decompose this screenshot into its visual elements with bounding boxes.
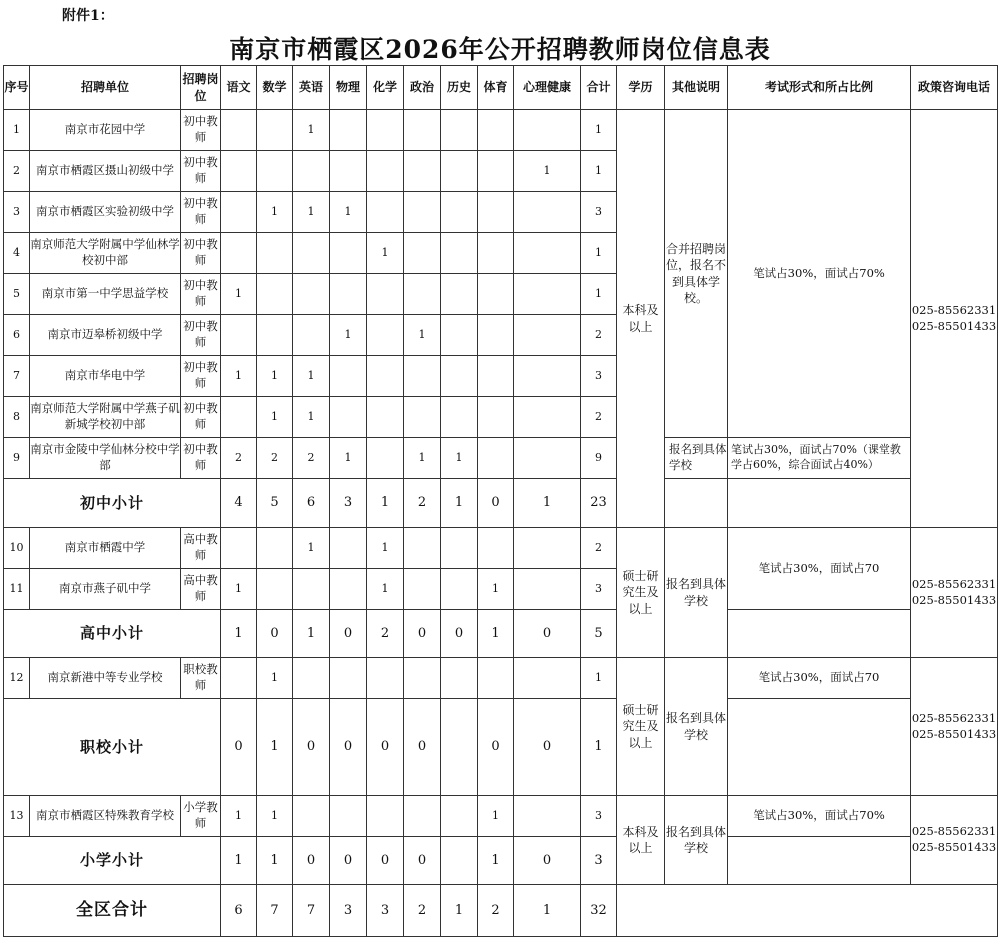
subtotal-chemistry: 1 [367,479,404,528]
phone-senior: 025-85562331 025-85501433 [911,528,998,658]
exam-senior: 笔试占30%，面试占70 [728,528,911,610]
header-post: 招聘岗位 [181,66,221,110]
post-name: 初中教师 [181,233,221,274]
post-name: 初中教师 [181,356,221,397]
count-chinese [221,151,257,192]
count-english [293,151,330,192]
post-name: 初中教师 [181,110,221,151]
subtotal-english: 6 [293,479,330,528]
count-chemistry [367,796,404,837]
header-chemistry: 化学 [367,66,404,110]
count-chemistry [367,192,404,233]
subtotal-psychology: 0 [514,699,581,796]
count-history [441,315,478,356]
count-physics: 1 [330,192,367,233]
count-psychology [514,569,581,610]
unit-name: 南京师范大学附属中学仙林学校初中部 [30,233,181,274]
row-number: 10 [4,528,30,569]
row-number: 8 [4,397,30,438]
count-history [441,569,478,610]
count-english: 2 [293,438,330,479]
row-number: 11 [4,569,30,610]
count-english: 1 [293,356,330,397]
note-junior-b: 报名到具体学校 [665,438,728,479]
count-physics [330,356,367,397]
page-title: 南京市栖霞区2026年公开招聘教师岗位信息表 [229,35,771,64]
count-math: 1 [257,658,293,699]
grand-total-math: 7 [257,885,293,937]
grand-total-history: 1 [441,885,478,937]
header-exam: 考试形式和所占比例 [728,66,911,110]
count-math [257,110,293,151]
subtotal-english: 0 [293,837,330,885]
count-physics [330,569,367,610]
count-pe: 1 [478,569,514,610]
count-physics: 1 [330,315,367,356]
count-history [441,192,478,233]
unit-name: 南京市金陵中学仙林分校中学部 [30,438,181,479]
count-total: 1 [581,233,617,274]
subtotal-chinese: 1 [221,610,257,658]
note-senior: 报名到具体学校 [665,528,728,658]
count-physics [330,233,367,274]
count-english: 1 [293,528,330,569]
subtotal-label: 小学小计 [4,837,221,885]
grand-total-chemistry: 3 [367,885,404,937]
unit-name: 南京市迈皋桥初级中学 [30,315,181,356]
subtotal-chemistry: 0 [367,699,404,796]
subtotal-pe: 0 [478,699,514,796]
subtotal-pe: 0 [478,479,514,528]
blank-cell [617,885,998,937]
subtotal-row [4,479,998,528]
count-chinese: 1 [221,569,257,610]
subtotal-physics: 3 [330,479,367,528]
row-number: 5 [4,274,30,315]
subtotal-politics: 0 [404,699,441,796]
count-psychology [514,658,581,699]
subtotal-pe: 1 [478,610,514,658]
count-politics: 1 [404,438,441,479]
education-junior: 本科及以上 [617,110,665,528]
grand-total-total: 32 [581,885,617,937]
header-physics: 物理 [330,66,367,110]
post-name: 初中教师 [181,151,221,192]
blank-cell [728,479,911,528]
count-english [293,274,330,315]
count-pe [478,151,514,192]
header-unit: 招聘单位 [30,66,181,110]
count-physics [330,110,367,151]
count-politics: 1 [404,315,441,356]
subtotal-label: 职校小计 [4,699,221,796]
count-chemistry [367,438,404,479]
count-history [441,356,478,397]
count-chinese: 1 [221,796,257,837]
subtotal-row [4,610,998,658]
subtotal-math: 0 [257,610,293,658]
count-history [441,274,478,315]
row-number: 9 [4,438,30,479]
unit-name: 南京新港中等专业学校 [30,658,181,699]
unit-name: 南京市栖霞区实验初级中学 [30,192,181,233]
count-physics: 1 [330,438,367,479]
count-math: 1 [257,397,293,438]
row-number: 6 [4,315,30,356]
count-pe [478,274,514,315]
count-chemistry [367,356,404,397]
attachment-label: 附件1： [62,8,114,24]
count-chinese [221,528,257,569]
education-primary: 本科及以上 [617,796,665,885]
subtotal-row [4,699,998,796]
subtotal-english: 1 [293,610,330,658]
count-math [257,151,293,192]
count-total: 9 [581,438,617,479]
exam-junior-b: 笔试占30%，面试占70%（课堂教学占60%，综合面试占40%） [728,438,911,479]
count-physics [330,151,367,192]
grand-total-row [4,885,998,937]
count-history [441,528,478,569]
count-psychology [514,192,581,233]
count-chemistry [367,274,404,315]
recruitment-table [3,65,998,937]
count-politics [404,192,441,233]
grand-total-chinese: 6 [221,885,257,937]
subtotal-label: 初中小计 [4,479,221,528]
table-row [4,528,998,569]
header-politics: 政治 [404,66,441,110]
subtotal-psychology: 0 [514,837,581,885]
table-row [4,438,998,479]
subtotal-label: 高中小计 [4,610,221,658]
header-total: 合计 [581,66,617,110]
count-physics [330,528,367,569]
education-vocational: 硕士研究生及以上 [617,658,665,796]
row-number: 1 [4,110,30,151]
count-english: 1 [293,110,330,151]
count-total: 1 [581,658,617,699]
table-row [4,796,998,837]
subtotal-history: 0 [441,610,478,658]
count-psychology [514,274,581,315]
header-pe: 体育 [478,66,514,110]
education-senior: 硕士研究生及以上 [617,528,665,658]
count-math: 1 [257,356,293,397]
count-politics [404,658,441,699]
count-chinese [221,658,257,699]
count-total: 2 [581,315,617,356]
count-psychology [514,356,581,397]
count-chemistry: 1 [367,233,404,274]
count-math: 2 [257,438,293,479]
grand-total-psychology: 1 [514,885,581,937]
count-math [257,315,293,356]
subtotal-chinese: 1 [221,837,257,885]
subtotal-math: 5 [257,479,293,528]
count-physics [330,658,367,699]
count-math: 1 [257,192,293,233]
count-chemistry [367,315,404,356]
subtotal-total: 3 [581,837,617,885]
count-physics [330,397,367,438]
count-english [293,315,330,356]
note-primary: 报名到具体学校 [665,796,728,885]
header-row [4,66,998,110]
count-chinese: 1 [221,356,257,397]
count-pe: 1 [478,796,514,837]
subtotal-psychology: 0 [514,610,581,658]
count-psychology [514,110,581,151]
count-history: 1 [441,438,478,479]
unit-name: 南京市栖霞区特殊教育学校 [30,796,181,837]
count-total: 3 [581,356,617,397]
subtotal-history: 1 [441,479,478,528]
count-psychology [514,315,581,356]
count-politics [404,569,441,610]
subtotal-psychology: 1 [514,479,581,528]
count-physics [330,796,367,837]
unit-name: 南京市栖霞区摄山初级中学 [30,151,181,192]
count-history [441,151,478,192]
count-history [441,110,478,151]
count-chinese [221,233,257,274]
subtotal-chinese: 4 [221,479,257,528]
count-history [441,796,478,837]
count-pe [478,356,514,397]
exam-vocational: 笔试占30%，面试占70 [728,658,911,699]
row-number: 4 [4,233,30,274]
subtotal-math: 1 [257,837,293,885]
exam-junior-a: 笔试占30%，面试占70% [728,110,911,438]
phone-junior: 025-85562331 025-85501433 [911,110,998,528]
subtotal-politics: 2 [404,479,441,528]
header-notes: 其他说明 [665,66,728,110]
header-psychology: 心理健康 [514,66,581,110]
note-vocational: 报名到具体学校 [665,658,728,796]
subtotal-math: 1 [257,699,293,796]
count-math [257,233,293,274]
note-junior-a: 合并招聘岗位，报名不到具体学校。 [665,110,728,438]
subtotal-chemistry: 2 [367,610,404,658]
grand-total-english: 7 [293,885,330,937]
unit-name: 南京市栖霞中学 [30,528,181,569]
count-math [257,528,293,569]
header-no: 序号 [4,66,30,110]
subtotal-physics: 0 [330,837,367,885]
count-math: 1 [257,796,293,837]
subtotal-row [4,837,998,885]
count-psychology [514,397,581,438]
subtotal-history [441,837,478,885]
count-pe [478,110,514,151]
count-politics [404,356,441,397]
row-number: 2 [4,151,30,192]
subtotal-english: 0 [293,699,330,796]
count-english [293,233,330,274]
count-total: 1 [581,274,617,315]
count-politics [404,528,441,569]
row-number: 3 [4,192,30,233]
post-name: 初中教师 [181,438,221,479]
count-chinese [221,110,257,151]
subtotal-politics: 0 [404,610,441,658]
count-psychology [514,438,581,479]
table-row [4,110,998,151]
grand-total-pe: 2 [478,885,514,937]
count-chemistry: 1 [367,528,404,569]
count-chemistry: 1 [367,569,404,610]
count-psychology [514,233,581,274]
count-psychology [514,796,581,837]
count-politics [404,796,441,837]
count-chinese [221,192,257,233]
count-history [441,658,478,699]
subtotal-pe: 1 [478,837,514,885]
count-chemistry [367,397,404,438]
blank-cell [665,479,728,528]
header-math: 数学 [257,66,293,110]
count-chinese [221,397,257,438]
count-english: 1 [293,397,330,438]
unit-name: 南京市第一中学思益学校 [30,274,181,315]
unit-name: 南京市燕子矶中学 [30,569,181,610]
post-name: 职校教师 [181,658,221,699]
post-name: 初中教师 [181,315,221,356]
count-pe [478,233,514,274]
row-number: 13 [4,796,30,837]
count-politics [404,151,441,192]
count-pe [478,528,514,569]
post-name: 小学教师 [181,796,221,837]
header-education: 学历 [617,66,665,110]
count-english [293,658,330,699]
count-psychology [514,528,581,569]
count-total: 1 [581,151,617,192]
count-politics [404,397,441,438]
count-chinese [221,315,257,356]
count-psychology: 1 [514,151,581,192]
count-politics [404,233,441,274]
count-english: 1 [293,192,330,233]
table-row [4,658,998,699]
count-pe [478,438,514,479]
count-pe [478,658,514,699]
blank-cell [728,837,911,885]
header-english: 英语 [293,66,330,110]
count-pe [478,397,514,438]
count-math [257,274,293,315]
post-name: 初中教师 [181,397,221,438]
count-math [257,569,293,610]
count-pe [478,192,514,233]
subtotal-chemistry: 0 [367,837,404,885]
phone-vocational: 025-85562331 025-85501433 [911,658,998,796]
count-total: 3 [581,192,617,233]
blank-cell [728,610,911,658]
count-total: 3 [581,796,617,837]
count-total: 2 [581,528,617,569]
row-number: 7 [4,356,30,397]
count-physics [330,274,367,315]
count-history [441,233,478,274]
subtotal-physics: 0 [330,699,367,796]
unit-name: 南京市华电中学 [30,356,181,397]
phone-primary: 025-85562331 025-85501433 [911,796,998,885]
count-politics [404,110,441,151]
count-english [293,796,330,837]
grand-total-physics: 3 [330,885,367,937]
count-chemistry [367,151,404,192]
count-english [293,569,330,610]
subtotal-total: 23 [581,479,617,528]
count-pe [478,315,514,356]
subtotal-chinese: 0 [221,699,257,796]
subtotal-physics: 0 [330,610,367,658]
count-chemistry [367,658,404,699]
count-politics [404,274,441,315]
count-chinese: 1 [221,274,257,315]
grand-total-label: 全区合计 [4,885,221,937]
count-history [441,397,478,438]
count-total: 2 [581,397,617,438]
count-chemistry [367,110,404,151]
subtotal-politics: 0 [404,837,441,885]
subtotal-total: 1 [581,699,617,796]
post-name: 高中教师 [181,528,221,569]
post-name: 高中教师 [181,569,221,610]
count-total: 1 [581,110,617,151]
count-total: 3 [581,569,617,610]
row-number: 12 [4,658,30,699]
header-chinese: 语文 [221,66,257,110]
header-phone: 政策咨询电话 [911,66,998,110]
grand-total-politics: 2 [404,885,441,937]
unit-name: 南京师范大学附属中学燕子矶新城学校初中部 [30,397,181,438]
exam-primary: 笔试占30%，面试占70% [728,796,911,837]
header-history: 历史 [441,66,478,110]
post-name: 初中教师 [181,274,221,315]
subtotal-total: 5 [581,610,617,658]
subtotal-history [441,699,478,796]
post-name: 初中教师 [181,192,221,233]
count-chinese: 2 [221,438,257,479]
unit-name: 南京市花园中学 [30,110,181,151]
blank-cell [728,699,911,796]
